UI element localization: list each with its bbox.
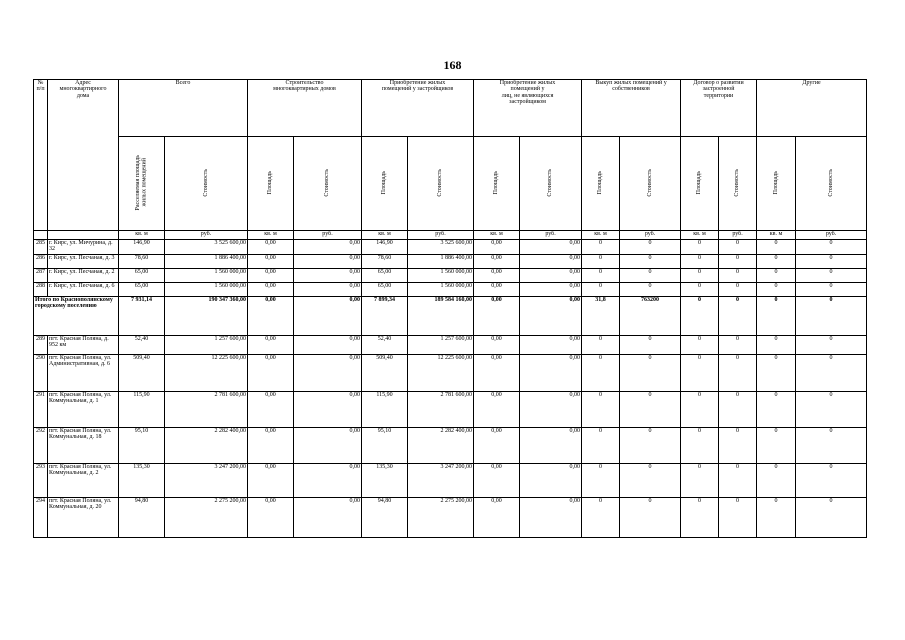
row-value: 135,30 bbox=[362, 464, 408, 498]
table-row bbox=[34, 283, 867, 297]
subtotal-value: 0 bbox=[719, 297, 757, 336]
row-value: 0 bbox=[796, 269, 867, 283]
header-buyout: Выкуп жилых помещений у собственников bbox=[582, 80, 681, 137]
row-value: 135,30 bbox=[119, 464, 165, 498]
row-value: 0 bbox=[681, 255, 719, 269]
row-value: 0 bbox=[796, 283, 867, 297]
unit-cell: руб. bbox=[719, 231, 757, 240]
row-value: 0 bbox=[620, 269, 681, 283]
subheader-cost: Стоимость bbox=[646, 168, 653, 197]
subtotal-value: 0,00 bbox=[520, 297, 582, 336]
row-value: 0,00 bbox=[474, 464, 520, 498]
row-address: г. Кирс, ул. Мичурина, д. 32 bbox=[48, 240, 119, 255]
table-row bbox=[34, 464, 867, 498]
row-value: 0 bbox=[681, 240, 719, 255]
header-other: Другие bbox=[757, 80, 867, 137]
row-value: 146,90 bbox=[119, 240, 165, 255]
unit-cell: кв. м bbox=[681, 231, 719, 240]
row-value: 0 bbox=[719, 336, 757, 355]
subtotal-value: 0,00 bbox=[294, 297, 362, 336]
table-row bbox=[34, 428, 867, 464]
row-number: 294 bbox=[34, 498, 48, 538]
row-value: 0 bbox=[582, 269, 620, 283]
row-value: 95,10 bbox=[119, 428, 165, 464]
row-value: 0,00 bbox=[294, 428, 362, 464]
row-number: 288 bbox=[34, 283, 48, 297]
row-value: 65,00 bbox=[119, 269, 165, 283]
row-value: 0 bbox=[582, 255, 620, 269]
row-value: 509,40 bbox=[119, 355, 165, 392]
row-value: 0 bbox=[757, 392, 796, 428]
row-value: 0,00 bbox=[248, 255, 294, 269]
header-territory: Договор о развитии застроенной территории bbox=[681, 80, 757, 137]
row-value: 0 bbox=[719, 283, 757, 297]
row-value: 1 560 000,00 bbox=[408, 283, 474, 297]
row-value: 2 275 200,00 bbox=[165, 498, 248, 538]
row-value: 0,00 bbox=[520, 428, 582, 464]
row-value: 0,00 bbox=[294, 283, 362, 297]
row-value: 78,60 bbox=[362, 255, 408, 269]
row-value: 0 bbox=[757, 255, 796, 269]
row-value: 0 bbox=[719, 240, 757, 255]
row-value: 0 bbox=[681, 498, 719, 538]
row-value: 0 bbox=[719, 428, 757, 464]
table-row bbox=[34, 269, 867, 283]
row-value: 0,00 bbox=[294, 464, 362, 498]
row-value: 1 257 600,00 bbox=[165, 336, 248, 355]
row-value: 0,00 bbox=[474, 240, 520, 255]
row-value: 0 bbox=[796, 428, 867, 464]
row-value: 2 282 400,00 bbox=[408, 428, 474, 464]
subtotal-label: Итого по Краснополянскому городскому поселению bbox=[34, 297, 119, 336]
row-value: 0 bbox=[620, 392, 681, 428]
row-value: 52,40 bbox=[119, 336, 165, 355]
page-number: 168 bbox=[443, 58, 462, 72]
row-number: 292 bbox=[34, 428, 48, 464]
row-value: 94,80 bbox=[119, 498, 165, 538]
row-value: 0 bbox=[620, 498, 681, 538]
row-address: пгт. Красная Поляна, ул. Коммунальная, д. 1 bbox=[48, 392, 119, 428]
subheader-cost: Стоимость bbox=[324, 168, 331, 197]
row-value: 0 bbox=[757, 464, 796, 498]
row-value: 65,00 bbox=[119, 283, 165, 297]
row-number: 293 bbox=[34, 464, 48, 498]
row-number: 287 bbox=[34, 269, 48, 283]
unit-cell: руб. bbox=[620, 231, 681, 240]
row-value: 2 781 600,00 bbox=[165, 392, 248, 428]
header-purchase-developers: Приобретение жилых помещений у застройщиков bbox=[362, 80, 474, 137]
subtotal-value: 31,8 bbox=[582, 297, 620, 336]
row-number: 286 bbox=[34, 255, 48, 269]
row-value: 0 bbox=[681, 428, 719, 464]
row-value: 78,60 bbox=[119, 255, 165, 269]
header-address: Адрес многоквартирного дома bbox=[48, 80, 119, 231]
row-value: 0,00 bbox=[520, 336, 582, 355]
row-value: 0,00 bbox=[248, 428, 294, 464]
row-value: 0,00 bbox=[520, 498, 582, 538]
row-value: 0 bbox=[757, 336, 796, 355]
row-value: 0 bbox=[796, 336, 867, 355]
row-value: 0,00 bbox=[520, 269, 582, 283]
row-address: пгт. Красная Поляна, ул. Коммунальная, д. 2 bbox=[48, 464, 119, 498]
row-number: 290 bbox=[34, 355, 48, 392]
table-row bbox=[34, 498, 867, 538]
row-value: 0,00 bbox=[294, 498, 362, 538]
row-value: 0 bbox=[620, 240, 681, 255]
row-value: 0 bbox=[719, 464, 757, 498]
row-address: г. Кирс, ул. Песчаная, д. 2 bbox=[48, 269, 119, 283]
subtotal-value: 0,00 bbox=[248, 297, 294, 336]
row-value: 12 225 600,00 bbox=[165, 355, 248, 392]
row-value: 1 560 000,00 bbox=[165, 269, 248, 283]
subheader-cost: Стоимость bbox=[827, 168, 834, 197]
unit-cell: кв. м bbox=[474, 231, 520, 240]
subtotal-value: 7 931,14 bbox=[119, 297, 165, 336]
row-value: 0 bbox=[620, 283, 681, 297]
row-value: 0 bbox=[582, 392, 620, 428]
row-value: 0 bbox=[681, 283, 719, 297]
row-number: 289 bbox=[34, 336, 48, 355]
row-value: 0,00 bbox=[474, 498, 520, 538]
subtotal-value: 0 bbox=[796, 297, 867, 336]
header-row-groups bbox=[34, 80, 867, 137]
row-value: 0 bbox=[757, 283, 796, 297]
subheader-cost: Стоимость bbox=[734, 168, 741, 197]
subheader-area: Площадь bbox=[772, 170, 779, 195]
subheader-area: Площадь bbox=[696, 170, 703, 195]
row-value: 1 886 400,00 bbox=[408, 255, 474, 269]
row-value: 3 525 600,00 bbox=[165, 240, 248, 255]
row-value: 2 282 400,00 bbox=[165, 428, 248, 464]
unit-cell: руб. bbox=[520, 231, 582, 240]
row-value: 0 bbox=[719, 392, 757, 428]
row-value: 0 bbox=[582, 464, 620, 498]
row-value: 0 bbox=[719, 498, 757, 538]
row-value: 0 bbox=[681, 269, 719, 283]
row-address: пгт. Красная Поляна, ул. Административная, д. 6 bbox=[48, 355, 119, 392]
row-address: пгт. Красная Поляна, ул. Коммунальная, д. 18 bbox=[48, 428, 119, 464]
row-value: 0 bbox=[719, 269, 757, 283]
row-value: 0,00 bbox=[248, 283, 294, 297]
row-value: 0,00 bbox=[520, 392, 582, 428]
header-construction: Строительство многоквартирных домов bbox=[248, 80, 362, 137]
unit-cell: руб. bbox=[796, 231, 867, 240]
table-row bbox=[34, 240, 867, 255]
table-row bbox=[34, 355, 867, 392]
row-value: 0,00 bbox=[474, 428, 520, 464]
row-value: 12 225 600,00 bbox=[408, 355, 474, 392]
subheader-area: Площадь bbox=[597, 170, 604, 195]
header-no: № п/п bbox=[34, 80, 48, 231]
row-value: 0 bbox=[582, 240, 620, 255]
row-value: 0,00 bbox=[294, 269, 362, 283]
row-value: 0,00 bbox=[474, 269, 520, 283]
row-value: 0,00 bbox=[294, 255, 362, 269]
row-value: 0 bbox=[620, 255, 681, 269]
row-value: 2 781 600,00 bbox=[408, 392, 474, 428]
row-value: 0 bbox=[757, 498, 796, 538]
row-value: 52,40 bbox=[362, 336, 408, 355]
subheader-cost: Стоимость bbox=[547, 168, 554, 197]
subtotal-row bbox=[34, 297, 867, 336]
row-value: 0 bbox=[681, 392, 719, 428]
row-value: 0,00 bbox=[520, 355, 582, 392]
row-value: 65,00 bbox=[362, 283, 408, 297]
row-value: 0 bbox=[582, 498, 620, 538]
row-number: 285 bbox=[34, 240, 48, 255]
row-address: пгт. Красная Поляна, ул. Коммунальная, д. 20 bbox=[48, 498, 119, 538]
row-value: 0,00 bbox=[248, 336, 294, 355]
row-value: 0 bbox=[757, 355, 796, 392]
row-value: 0,00 bbox=[474, 283, 520, 297]
row-value: 0,00 bbox=[520, 464, 582, 498]
row-value: 0,00 bbox=[520, 240, 582, 255]
row-value: 0,00 bbox=[474, 355, 520, 392]
row-value: 0 bbox=[796, 355, 867, 392]
row-value: 0 bbox=[620, 336, 681, 355]
table-row bbox=[34, 392, 867, 428]
row-value: 0,00 bbox=[294, 392, 362, 428]
row-value: 0 bbox=[796, 240, 867, 255]
row-value: 0 bbox=[620, 464, 681, 498]
resettlement-table bbox=[33, 79, 867, 538]
row-value: 0,00 bbox=[248, 240, 294, 255]
row-value: 0,00 bbox=[248, 392, 294, 428]
subtotal-value: 190 347 360,00 bbox=[165, 297, 248, 336]
row-value: 0 bbox=[757, 428, 796, 464]
row-value: 0,00 bbox=[248, 464, 294, 498]
subheader-area: Площадь bbox=[381, 170, 388, 195]
row-value: 509,40 bbox=[362, 355, 408, 392]
row-value: 0 bbox=[719, 355, 757, 392]
row-value: 3 247 200,00 bbox=[165, 464, 248, 498]
subheader-area: Площадь bbox=[493, 170, 500, 195]
row-value: 1 886 400,00 bbox=[165, 255, 248, 269]
row-address: г. Кирс, ул. Песчаная, д. 6 bbox=[48, 283, 119, 297]
unit-cell: кв. м bbox=[362, 231, 408, 240]
row-address: г. Кирс, ул. Песчаная, д. 3 bbox=[48, 255, 119, 269]
row-value: 0,00 bbox=[520, 283, 582, 297]
unit-cell: руб. bbox=[294, 231, 362, 240]
row-value: 0 bbox=[757, 269, 796, 283]
row-value: 3 525 600,00 bbox=[408, 240, 474, 255]
row-value: 0 bbox=[681, 464, 719, 498]
subheader-area-total: Расселяемая площадь жилых помещений bbox=[135, 154, 148, 211]
row-value: 1 560 000,00 bbox=[165, 283, 248, 297]
unit-cell: кв. м bbox=[119, 231, 165, 240]
row-value: 2 275 200,00 bbox=[408, 498, 474, 538]
subtotal-value: 0,00 bbox=[474, 297, 520, 336]
subtotal-value: 0 bbox=[757, 297, 796, 336]
unit-cell: руб. bbox=[165, 231, 248, 240]
row-value: 0,00 bbox=[294, 336, 362, 355]
row-value: 94,80 bbox=[362, 498, 408, 538]
subheader-cost: Стоимость bbox=[437, 168, 444, 197]
row-value: 0,00 bbox=[474, 392, 520, 428]
row-value: 0,00 bbox=[294, 355, 362, 392]
row-value: 0,00 bbox=[520, 255, 582, 269]
header-total: Всего bbox=[119, 80, 248, 137]
subtotal-value: 7 899,34 bbox=[362, 297, 408, 336]
row-value: 0 bbox=[757, 240, 796, 255]
row-value: 65,00 bbox=[362, 269, 408, 283]
row-value: 3 247 200,00 bbox=[408, 464, 474, 498]
units-row bbox=[34, 231, 867, 240]
unit-cell: кв. м bbox=[248, 231, 294, 240]
subheader-area: Площадь bbox=[267, 170, 274, 195]
row-value: 0,00 bbox=[294, 240, 362, 255]
row-number: 291 bbox=[34, 392, 48, 428]
subtotal-value: 189 584 160,00 bbox=[408, 297, 474, 336]
row-value: 146,90 bbox=[362, 240, 408, 255]
row-address: пгт. Красная Поляна, д. 952 км bbox=[48, 336, 119, 355]
table-row bbox=[34, 255, 867, 269]
row-value: 0 bbox=[620, 428, 681, 464]
row-value: 0,00 bbox=[474, 255, 520, 269]
row-value: 0 bbox=[796, 464, 867, 498]
table-row bbox=[34, 336, 867, 355]
unit-cell: кв. м bbox=[582, 231, 620, 240]
row-value: 0,00 bbox=[248, 269, 294, 283]
row-value: 0 bbox=[681, 355, 719, 392]
row-value: 0 bbox=[796, 498, 867, 538]
header-row-subcolumns bbox=[34, 137, 867, 231]
subtotal-value: 0 bbox=[681, 297, 719, 336]
row-value: 0 bbox=[796, 392, 867, 428]
row-value: 0 bbox=[582, 283, 620, 297]
row-value: 115,90 bbox=[119, 392, 165, 428]
subheader-cost: Стоимость bbox=[202, 168, 209, 197]
unit-cell: кв. м bbox=[757, 231, 796, 240]
row-value: 0 bbox=[620, 355, 681, 392]
row-value: 0 bbox=[582, 428, 620, 464]
header-purchase-non-developers: Приобретение жилых помещений у лиц, не являющихся застройщиком bbox=[474, 80, 582, 137]
row-value: 0,00 bbox=[248, 355, 294, 392]
row-value: 0,00 bbox=[248, 498, 294, 538]
row-value: 0 bbox=[796, 255, 867, 269]
row-value: 0 bbox=[582, 336, 620, 355]
row-value: 0 bbox=[582, 355, 620, 392]
row-value: 0,00 bbox=[474, 336, 520, 355]
unit-cell: руб. bbox=[408, 231, 474, 240]
row-value: 1 257 600,00 bbox=[408, 336, 474, 355]
row-value: 115,90 bbox=[362, 392, 408, 428]
subtotal-value: 763200 bbox=[620, 297, 681, 336]
row-value: 1 560 000,00 bbox=[408, 269, 474, 283]
row-value: 0 bbox=[719, 255, 757, 269]
row-value: 0 bbox=[681, 336, 719, 355]
row-value: 95,10 bbox=[362, 428, 408, 464]
